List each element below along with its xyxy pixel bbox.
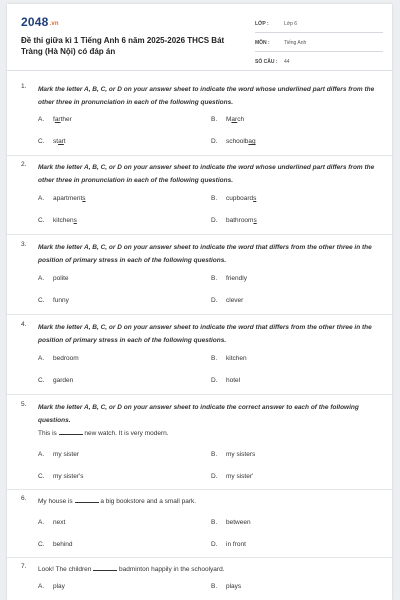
question-instruction: Mark the letter A, B, C, or D on your answer sheet to indicate the word whose underlined part differs from the other three in pronunciation in each of the following questions. xyxy=(38,86,375,106)
meta-label: LỚP : xyxy=(255,21,269,27)
exam-header xyxy=(7,4,392,68)
question-stem: Look! The children badminton happily in the schoolyard. xyxy=(38,566,225,573)
question-number: 3. xyxy=(21,241,27,248)
answer-blank xyxy=(59,428,83,435)
header-divider xyxy=(7,70,392,71)
exam-title: Đề thi giữa kì 1 Tiếng Anh 6 năm 2025-2026 THCS Bát Tràng (Hà Nội) có đáp án xyxy=(21,36,225,56)
meta-value: 44 xyxy=(284,59,290,65)
question-number: 6. xyxy=(21,495,27,502)
question-stem: This is new watch. It is very modern. xyxy=(38,430,169,437)
question-number: 1. xyxy=(21,83,27,90)
question-instruction: Mark the letter A, B, C, or D on your answer sheet to indicate the word whose underlined part differs from the other three in pronunciation in each of the following questions. xyxy=(38,164,375,184)
exam-page xyxy=(7,4,392,600)
question-stem: My house is a big bookstore and a small park. xyxy=(38,498,197,505)
question-number: 7. xyxy=(21,563,27,570)
answer-blank xyxy=(93,564,117,571)
option-c[interactable]: C. start xyxy=(38,138,66,145)
option-a[interactable]: A. farther xyxy=(38,116,72,123)
option-d[interactable]: D. bathrooms xyxy=(211,217,257,224)
option-d[interactable]: D. hotel xyxy=(211,377,241,384)
question-divider xyxy=(7,489,392,490)
option-c[interactable]: C. garden xyxy=(38,377,74,384)
option-c[interactable]: C. my sister's xyxy=(38,473,84,480)
option-b[interactable]: B. friendly xyxy=(211,275,247,282)
exam-meta xyxy=(255,16,383,73)
question-divider xyxy=(7,394,392,395)
option-a[interactable]: A. polite xyxy=(38,275,69,282)
meta-value: Tiếng Anh xyxy=(284,40,307,46)
option-d[interactable]: D. my sister' xyxy=(211,473,254,480)
meta-row-count xyxy=(255,54,383,71)
question-number: 5. xyxy=(21,401,27,408)
meta-row-class xyxy=(255,16,383,33)
option-b[interactable]: B. between xyxy=(211,519,251,526)
meta-row-subject xyxy=(255,35,383,52)
question-instruction: Mark the letter A, B, C, or D on your answer sheet to indicate the word that differs from the other three in the position of primary stress in each of the following questions. xyxy=(38,324,372,344)
option-a[interactable]: A. bedroom xyxy=(38,355,79,362)
question-divider xyxy=(7,314,392,315)
option-b[interactable]: B. March xyxy=(211,116,245,123)
meta-label: MÔN : xyxy=(255,40,270,46)
option-b[interactable]: B. kitchen xyxy=(211,355,247,362)
option-b[interactable]: B. plays xyxy=(211,583,242,590)
question-number: 2. xyxy=(21,161,27,168)
meta-value: Lớp 6 xyxy=(284,21,298,27)
option-c[interactable]: C. kitchens xyxy=(38,217,77,224)
question-instruction: Mark the letter A, B, C, or D on your answer sheet to indicate the word that differs from the other three in the position of primary stress in each of the following questions. xyxy=(38,244,372,264)
question-divider xyxy=(7,557,392,558)
question-divider xyxy=(7,155,392,156)
option-c[interactable]: C. behind xyxy=(38,541,73,548)
question-instruction: Mark the letter A, B, C, or D on your answer sheet to indicate the correct answer to each of the following questions. xyxy=(38,404,359,424)
option-a[interactable]: A. my sister xyxy=(38,451,79,458)
option-d[interactable]: D. in front xyxy=(211,541,246,548)
option-b[interactable]: B. my sisters xyxy=(211,451,256,458)
answer-blank xyxy=(75,496,99,503)
option-a[interactable]: A. next xyxy=(38,519,66,526)
question-divider xyxy=(7,234,392,235)
site-logo[interactable]: 2048.vn xyxy=(21,15,59,29)
meta-label: SỐ CÂU : xyxy=(255,59,278,65)
option-a[interactable]: A. play xyxy=(38,583,65,590)
option-d[interactable]: D. clever xyxy=(211,297,244,304)
option-a[interactable]: A. apartments xyxy=(38,195,86,202)
option-c[interactable]: C. funny xyxy=(38,297,69,304)
question-number: 4. xyxy=(21,321,27,328)
option-d[interactable]: D. schoolbag xyxy=(211,138,256,145)
option-b[interactable]: B. cupboards xyxy=(211,195,257,202)
